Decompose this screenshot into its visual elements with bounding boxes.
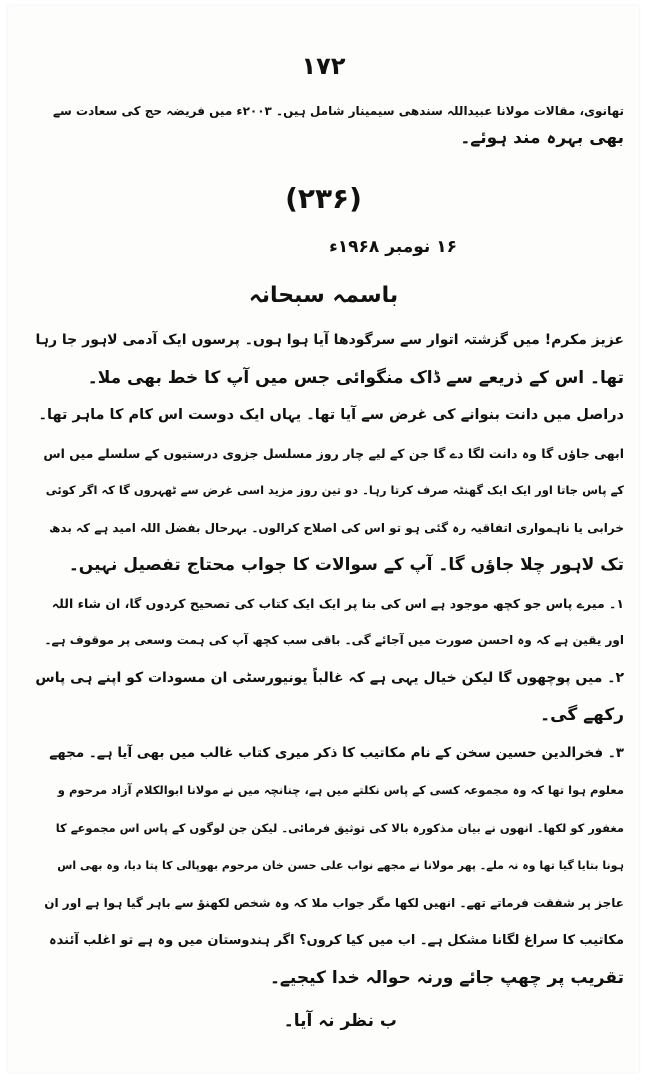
closing-line: ب نظر نہ آیا۔ <box>283 1011 397 1031</box>
body-line: ۲۔ میں پوچھوں گا لیکن خیال یہی ہے کہ غالباً یونیورسٹی ان مسودات کو اپنے ہی پاس <box>35 669 624 686</box>
intro-line: بھی بہرہ مند ہوئے۔ <box>460 128 624 148</box>
body-line: رکھے گی۔ <box>540 705 624 725</box>
body-line: کے پاس جاتا اور ایک ایک گھنٹہ صرف کرتا رہا۔ دو تین روز مزید اسی غرض سے ٹھہروں گا کہ اگر کوئی <box>45 483 624 497</box>
body-line: دراصل میں دانت بنوانے کی غرض سے آیا تھا۔ یہاں ایک دوست اس کام کا ماہر تھا۔ <box>38 407 624 423</box>
body-line: تھا۔ اس کے ذریعے سے ڈاک منگوائی جس میں آپ کا خط بھی ملا۔ <box>87 367 624 388</box>
body-line: خرابی یا ناہمواری اتفاقیہ رہ گئی ہو تو اس کی اصلاح کرالوں۔ بہرحال بفضل اللہ امید ہے کہ بدھ <box>49 520 624 535</box>
body-line: ابھی جاؤں گا وہ دانت لگا دے گا جن کے لیے چار روز مسلسل جزوی درستیوں کے سلسلے میں اس <box>43 445 624 461</box>
body-line: مکاتیب کا سراغ لگانا مشکل ہے۔ اب میں کیا کروں؟ اگر ہندوستان میں وہ ہے تو اغلب آئندہ <box>49 933 624 948</box>
salutation-heading: باسمہ سبحانہ <box>248 283 399 308</box>
letter-body <box>34 322 624 997</box>
body-line: تک لاہور چلا جاؤں گا۔ آپ کے سوالات کا جواب محتاج تفصیل نہیں۔ <box>68 555 624 575</box>
body-line: ہونا بتایا گیا تھا وہ نہ ملے۔ پھر مولانا نے مجھے نواب علی حسن خان مرحوم بھوپالی کا پتا دیا، وہ بھی اس <box>57 859 624 872</box>
body-line: عزیز مکرم! میں گزشتہ اتوار سے سرگودھا آیا ہوا ہوں۔ پرسوں ایک آدمی لاہور جا رہا <box>35 332 624 348</box>
intro-paragraph <box>34 98 624 152</box>
page-number: ۱۷۲ <box>301 52 346 80</box>
body-line: ۳۔ فخرالدین حسین سخن کے نام مکاتیب کا ذکر میری کتاب غالب میں بھی آیا ہے۔ مجھے <box>49 744 624 761</box>
body-line: مغفور کو لکھا۔ انھوں نے بیان مذکورہ بالا کی توثیق فرمائی۔ لیکن جن لوگوں کے پاس اس مجموعے کا <box>55 820 624 835</box>
body-line: معلوم ہوا تھا کہ وہ مجموعہ کسی کے پاس نکلتے میں ہے، چنانچہ میں نے مولانا ابوالکلام آزاد مرحوم و <box>57 783 624 797</box>
letter-date: ۱۶ نومبر ۱۹۶۸ء <box>329 237 457 257</box>
body-line: اور یقین ہے کہ وہ احسن صورت میں آجائے گی۔ باقی سب کچھ آپ کی ہمت وسعی پر موقوف ہے۔ <box>44 633 624 647</box>
body-line: تقریب پر چھپ جائے ورنہ حوالہ خدا کیجیے۔ <box>269 967 624 988</box>
body-line: ۱۔ میرے پاس جو کچھ موجود ہے اس کی بنا پر ایک ایک کتاب کی تصحیح کردوں گا، ان شاء اللہ <box>51 595 624 611</box>
body-line: عاجز پر شفقت فرماتے تھے۔ انھیں لکھا مگر جواب ملا کہ وہ شخص لکھنؤ سے باہر گیا ہوا ہے اور ان <box>44 895 624 910</box>
letter-number: (۲۳۶) <box>285 182 362 215</box>
intro-line: تھانوی، مقالات مولانا عبیداللہ سندھی سیمینار شامل ہیں۔ ۲۰۰۳ء میں فریضہ حج کی سعادت سے <box>53 104 624 118</box>
